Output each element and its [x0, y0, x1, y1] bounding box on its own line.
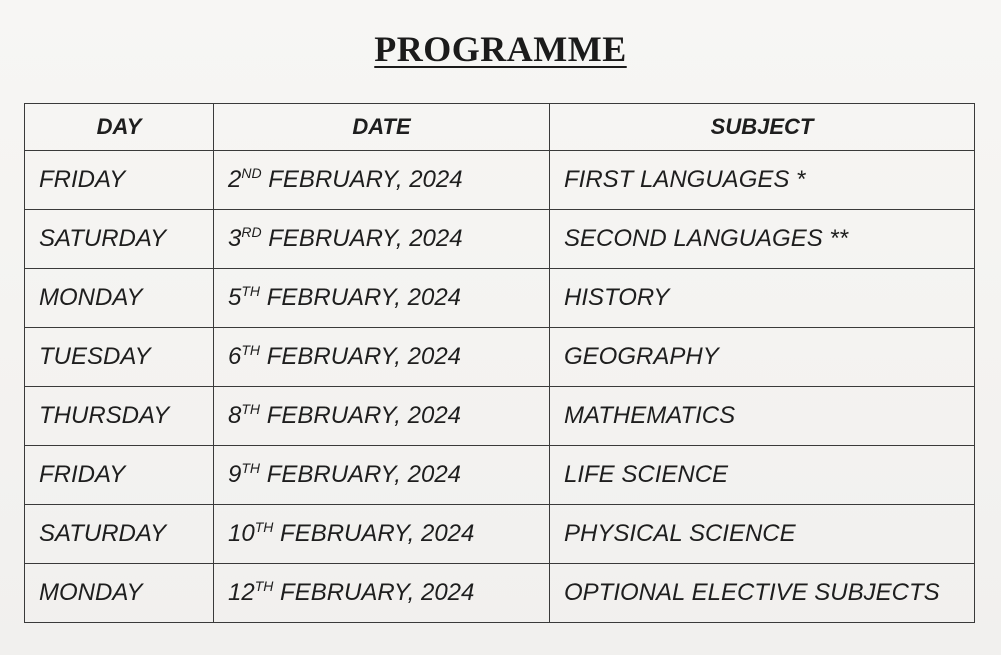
date-ordinal-suffix: TH: [254, 578, 274, 594]
date-ordinal-suffix: TH: [241, 460, 261, 476]
cell-date: [214, 505, 550, 564]
table-row: [25, 210, 975, 269]
header-subject: SUBJECT: [550, 104, 975, 151]
date-number: 2: [228, 166, 242, 193]
cell-subject: PHYSICAL SCIENCE: [550, 505, 975, 564]
date-number: 8: [228, 402, 242, 429]
date-month-year: FEBRUARY, 2024: [260, 461, 462, 488]
date-number: 5: [228, 284, 242, 311]
cell-day: SATURDAY: [25, 505, 214, 564]
date-ordinal-suffix: TH: [241, 342, 261, 358]
cell-date: [214, 210, 550, 269]
date-ordinal-suffix: TH: [254, 519, 274, 535]
cell-day: SATURDAY: [25, 210, 214, 269]
date-ordinal-suffix: RD: [241, 224, 262, 240]
cell-subject: HISTORY: [550, 269, 975, 328]
table-row: [25, 151, 975, 210]
cell-day: FRIDAY: [25, 446, 214, 505]
date-ordinal-suffix: ND: [241, 165, 262, 181]
table-row: [25, 328, 975, 387]
table-row: [25, 564, 975, 623]
cell-subject: SECOND LANGUAGES **: [550, 210, 975, 269]
cell-subject: FIRST LANGUAGES *: [550, 151, 975, 210]
date-number: 10: [228, 520, 255, 547]
date-month-year: FEBRUARY, 2024: [260, 284, 462, 311]
cell-subject: LIFE SCIENCE: [550, 446, 975, 505]
date-ordinal-suffix: TH: [241, 401, 261, 417]
page-title: [0, 28, 1001, 70]
cell-date: [214, 151, 550, 210]
cell-date: [214, 387, 550, 446]
table-row: [25, 269, 975, 328]
date-number: 3: [228, 225, 242, 252]
header-date: DATE: [214, 104, 550, 151]
date-month-year: FEBRUARY, 2024: [260, 402, 462, 429]
cell-day: TUESDAY: [25, 328, 214, 387]
table-header-row: [25, 104, 975, 151]
cell-subject: GEOGRAPHY: [550, 328, 975, 387]
cell-subject: MATHEMATICS: [550, 387, 975, 446]
date-ordinal-suffix: TH: [241, 283, 261, 299]
cell-day: MONDAY: [25, 269, 214, 328]
cell-day: THURSDAY: [25, 387, 214, 446]
date-number: 6: [228, 343, 242, 370]
date-number: 9: [228, 461, 242, 488]
cell-day: FRIDAY: [25, 151, 214, 210]
programme-table: [24, 103, 975, 623]
cell-date: [214, 269, 550, 328]
date-month-year: FEBRUARY, 2024: [273, 579, 475, 606]
table-row: [25, 505, 975, 564]
date-month-year: FEBRUARY, 2024: [261, 225, 463, 252]
page-title-text: PROGRAMME: [374, 29, 627, 69]
table-row: [25, 446, 975, 505]
cell-day: MONDAY: [25, 564, 214, 623]
date-month-year: FEBRUARY, 2024: [273, 520, 475, 547]
date-number: 12: [228, 579, 255, 606]
header-day: DAY: [25, 104, 214, 151]
cell-subject: OPTIONAL ELECTIVE SUBJECTS: [550, 564, 975, 623]
cell-date: [214, 328, 550, 387]
table-row: [25, 387, 975, 446]
cell-date: [214, 446, 550, 505]
cell-date: [214, 564, 550, 623]
date-month-year: FEBRUARY, 2024: [261, 166, 463, 193]
date-month-year: FEBRUARY, 2024: [260, 343, 462, 370]
